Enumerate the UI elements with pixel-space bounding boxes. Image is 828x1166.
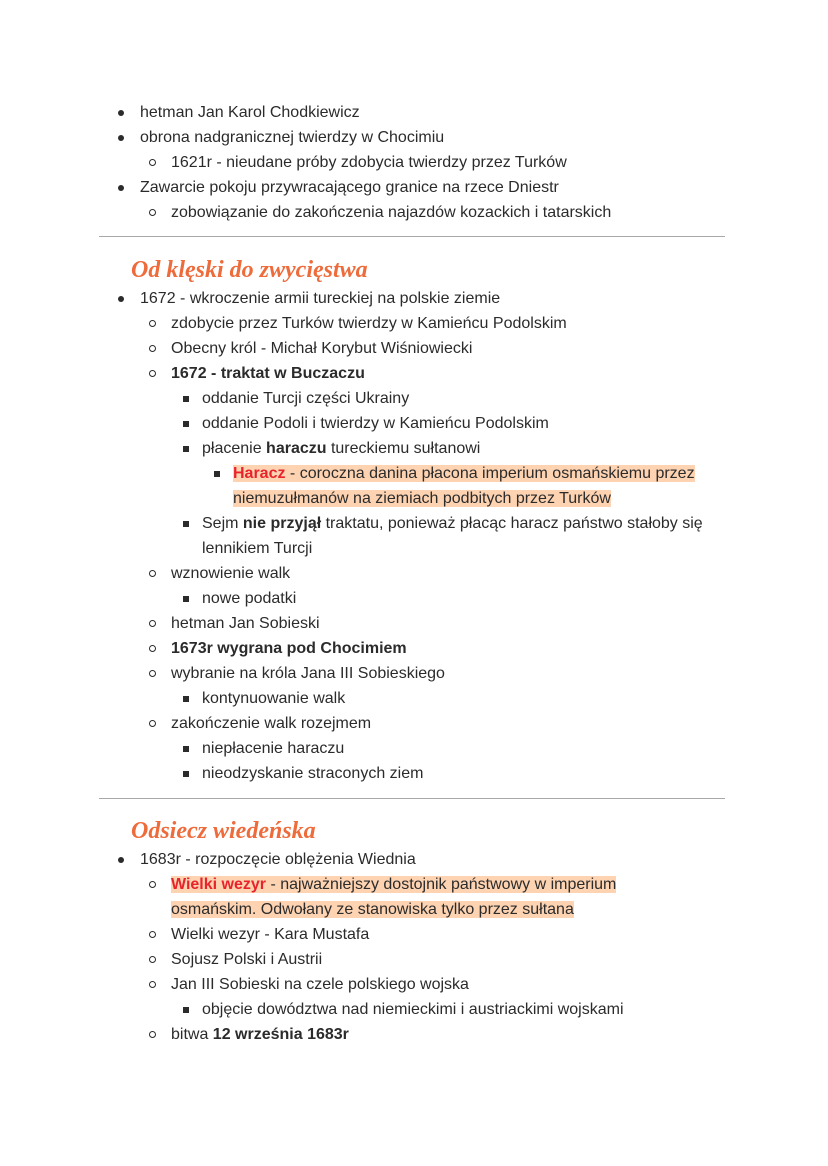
list-item: nowe podatki [0,586,828,611]
list-item: 1621r - nieudane próby zdobycia twierdzy przez Turków [0,150,828,175]
list-item: 1673r wygrana pod Chocimiem [0,636,828,661]
section-chocim [0,100,828,225]
list-item: Zawarcie pokoju przywracającego granice na rzece Dniestr [0,175,828,200]
list-item: obrona nadgranicznej twierdzy w Chocimiu [0,125,828,150]
section-divider [99,798,725,799]
list-item: 1683r - rozpoczęcie oblężenia Wiednia [0,847,828,872]
list-item: objęcie dowództwa nad niemieckimi i austriackimi wojskami [0,997,828,1022]
list-item: oddanie Podoli i twierdzy w Kamieńcu Podolskim [0,411,828,436]
square-bullet-icon [183,761,189,786]
list-item: 1672 - traktat w Buczaczu [0,361,828,386]
definition-text: - najważniejszy dostojnik państwowy w imperium osmańskim. Odwołany ze stanowiska tylko przez sułtana [171,876,617,918]
list-item: Wielki wezyr - Kara Mustafa [0,922,828,947]
circle-bullet-icon [149,361,156,386]
square-bullet-icon [214,461,220,486]
square-bullet-icon [183,736,189,761]
circle-bullet-icon [149,336,156,361]
list-item: bitwa 12 września 1683r [0,1022,828,1047]
list-item: 1672 - wkroczenie armii tureckiej na polskie ziemie [0,286,828,311]
list-item: Sejm nie przyjął traktatu, ponieważ płacąc haracz państwo stałoby się lennikiem Turcji [0,511,828,561]
definition-term: Wielki wezyr [171,876,267,893]
disc-bullet-icon [118,286,124,311]
circle-bullet-icon [149,561,156,586]
square-bullet-icon [183,686,189,711]
circle-bullet-icon [149,922,156,947]
list-item: oddanie Turcji części Ukrainy [0,386,828,411]
section-divider [99,236,725,237]
square-bullet-icon [183,997,189,1022]
section-odsiecz [0,815,828,1047]
circle-bullet-icon [149,972,156,997]
list-item: zobowiązanie do zakończenia najazdów kozackich i tatarskich [0,200,828,225]
list-item: Obecny król - Michał Korybut Wiśniowiecki [0,336,828,361]
definition-item [0,461,828,511]
circle-bullet-icon [149,711,156,736]
circle-bullet-icon [149,611,156,636]
bullet-list [0,286,828,786]
section-heading: Odsiecz wiedeńska [131,818,316,844]
square-bullet-icon [183,411,189,436]
square-bullet-icon [183,511,189,536]
list-item: zakończenie walk rozejmem [0,711,828,736]
circle-bullet-icon [149,661,156,686]
disc-bullet-icon [118,175,124,200]
list-item: wybranie na króla Jana III Sobieskiego [0,661,828,686]
square-bullet-icon [183,436,189,461]
list-item: Jan III Sobieski na czele polskiego wojska [0,972,828,997]
list-item: niepłacenie haraczu [0,736,828,761]
bullet-list [0,100,828,225]
list-item: hetman Jan Sobieski [0,611,828,636]
list-item: płacenie haraczu tureckiemu sułtanowi [0,436,828,461]
circle-bullet-icon [149,947,156,972]
definition-term: Haracz [233,465,286,482]
square-bullet-icon [183,386,189,411]
bullet-list [0,847,828,1047]
definition-text: - coroczna danina płacona imperium osmańskiemu przez niemuzułmanów na ziemiach podbitych przez Turków [233,465,695,507]
disc-bullet-icon [118,847,124,872]
list-item: hetman Jan Karol Chodkiewicz [0,100,828,125]
disc-bullet-icon [118,125,124,150]
circle-bullet-icon [149,311,156,336]
list-item: nieodzyskanie straconych ziem [0,761,828,786]
definition-item [0,872,828,922]
disc-bullet-icon [118,100,124,125]
circle-bullet-icon [149,150,156,175]
list-item: zdobycie przez Turków twierdzy w Kamieńcu Podolskim [0,311,828,336]
list-item: Sojusz Polski i Austrii [0,947,828,972]
circle-bullet-icon [149,200,156,225]
circle-bullet-icon [149,872,156,897]
circle-bullet-icon [149,636,156,661]
square-bullet-icon [183,586,189,611]
list-item: wznowienie walk [0,561,828,586]
section-od-kleski [0,254,828,786]
circle-bullet-icon [149,1022,156,1047]
section-heading: Od klęski do zwycięstwa [131,257,368,283]
list-item: kontynuowanie walk [0,686,828,711]
